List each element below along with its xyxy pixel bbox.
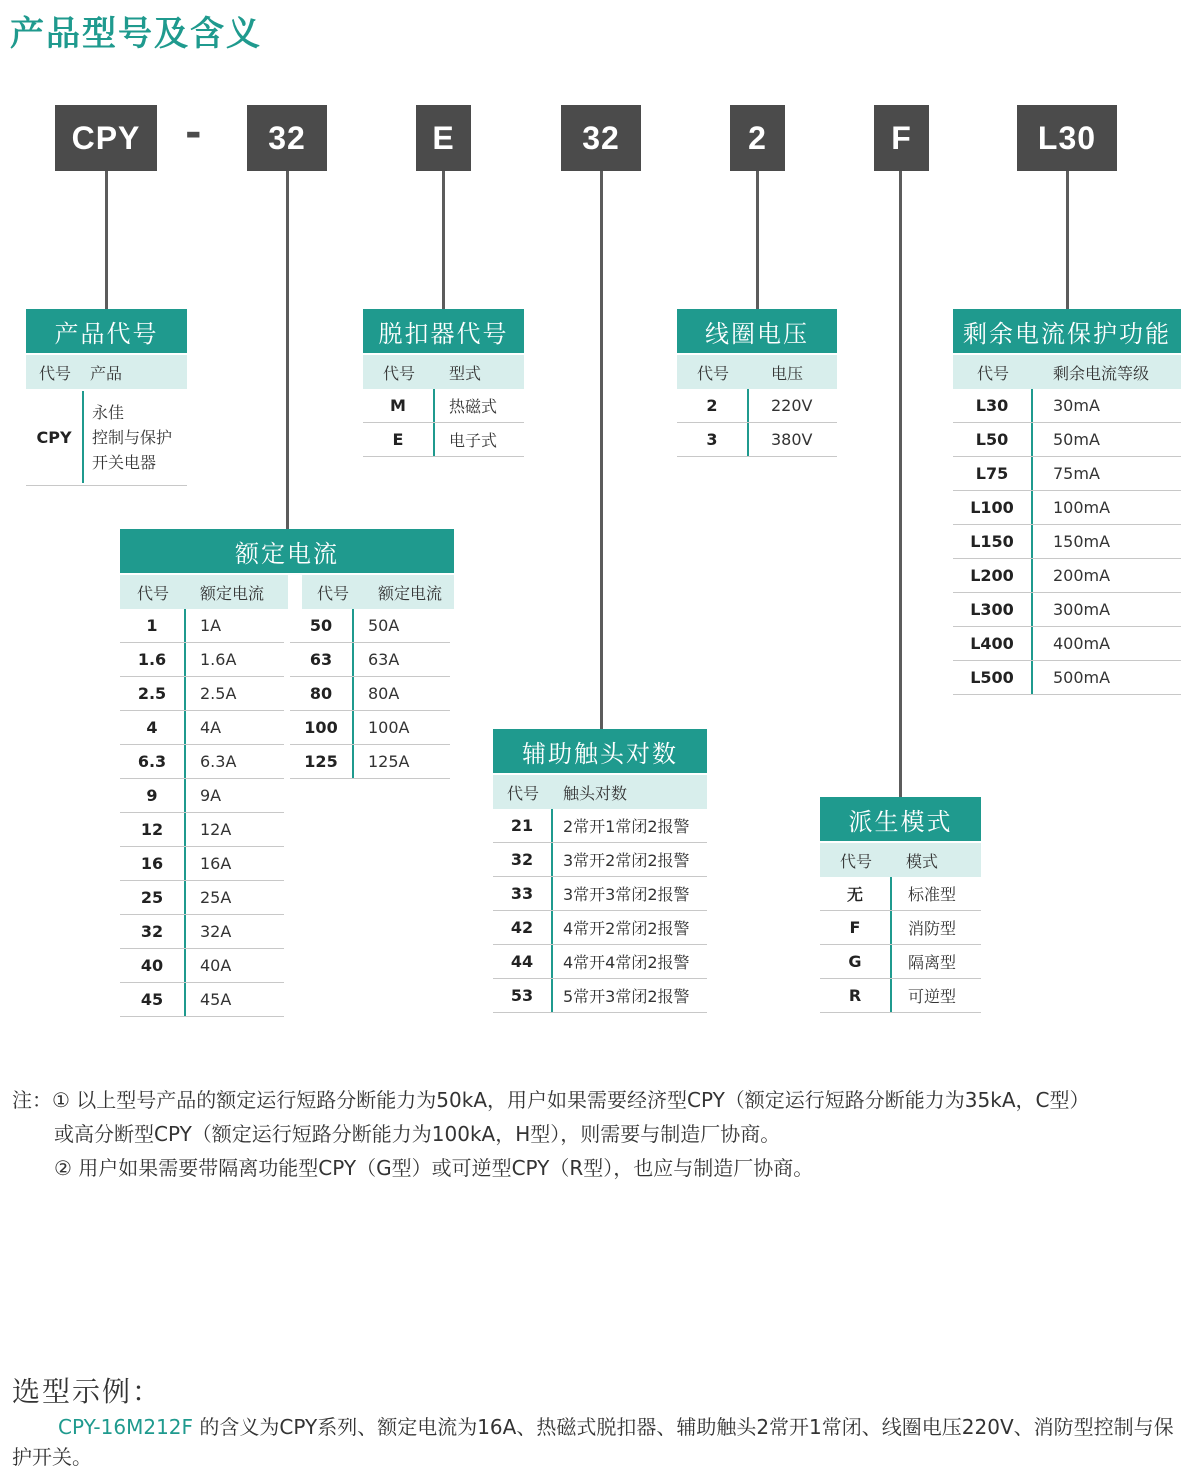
table-header (26, 355, 187, 389)
cell-value: 1A (200, 616, 222, 635)
cell-code: R (820, 979, 892, 1012)
code-box-product: CPY (55, 105, 157, 171)
cell-value: 9A (200, 786, 222, 805)
table-row (953, 525, 1181, 559)
cell-value: 1.6A (200, 650, 237, 669)
cell-code: L50 (953, 423, 1033, 456)
table-header (493, 775, 707, 809)
header-cell: 型式 (449, 363, 482, 383)
table-header (953, 355, 1181, 389)
cell-code: 42 (493, 911, 553, 944)
table-row (820, 877, 981, 911)
connector-voltage (756, 171, 759, 309)
table-title: 产品代号 (26, 309, 187, 353)
cell-value: 32A (200, 922, 232, 941)
cell-code: 12 (120, 813, 186, 846)
coil-voltage-table (677, 309, 837, 457)
cell-code: 6.3 (120, 745, 186, 778)
code-dash: - (185, 110, 202, 156)
cell-code: M (363, 389, 435, 422)
table-row (953, 593, 1181, 627)
cell-code: L400 (953, 627, 1033, 660)
table-title: 辅助触头对数 (493, 729, 707, 773)
table-title: 额定电流 (120, 529, 454, 573)
cell-value: 隔离型 (908, 953, 957, 972)
connector-current (286, 171, 289, 529)
cell-value: 4常开4常闭2报警 (563, 953, 690, 972)
cell-value: 45A (200, 990, 232, 1009)
cell-value: 2常开1常闭2报警 (563, 817, 690, 836)
cell-value: 4A (200, 718, 222, 737)
table-row (120, 779, 284, 813)
table-row (493, 843, 707, 877)
table-row (290, 745, 450, 779)
cell-code: 50 (290, 609, 354, 642)
cell-value: 4常开2常闭2报警 (563, 919, 690, 938)
cell-desc (84, 400, 172, 475)
cell-code: 40 (120, 949, 186, 982)
table-title: 派生模式 (820, 797, 981, 841)
table-row (953, 627, 1181, 661)
code-box-release: E (416, 105, 471, 171)
code-box-residual: L30 (1017, 105, 1117, 171)
rated-current-body (120, 609, 454, 1017)
cell-value: 30mA (1053, 396, 1100, 415)
example-code: CPY-16M212F (58, 1415, 194, 1439)
table-row (953, 559, 1181, 593)
cell-value: 400mA (1053, 634, 1111, 653)
cell-value: 63A (368, 650, 400, 669)
table-row (290, 711, 450, 745)
cell-code: F (820, 911, 892, 944)
header-cell: 代号 (696, 363, 729, 383)
header-cell: 触头对数 (563, 783, 628, 803)
table-row (120, 949, 284, 983)
cell-code: 63 (290, 643, 354, 676)
example-title: 选型示例： (12, 1375, 163, 1408)
table-row (363, 389, 524, 423)
cell-value: 80A (368, 684, 400, 703)
derived-mode-table (820, 797, 981, 1013)
cell-value: 125A (368, 752, 410, 771)
example-description: 的含义为CPY系列、额定电流为16A、热磁式脱扣器、辅助触头2常开1常闭、线圈电压220V、消防型控制与保护开关。 (12, 1415, 1174, 1469)
cell-code: 1 (120, 609, 186, 642)
header-cell: 剩余电流等级 (1053, 363, 1150, 383)
cell-code: G (820, 945, 892, 978)
rated-current-table (120, 529, 454, 1017)
table-row (120, 609, 284, 643)
cell-code: 9 (120, 779, 186, 812)
table-row (820, 979, 981, 1013)
table-title: 脱扣器代号 (363, 309, 524, 353)
header-cell: 代号 (316, 583, 349, 603)
header-cell: 电压 (771, 363, 804, 383)
residual-rows (953, 389, 1181, 695)
header-cell: 代号 (382, 363, 415, 383)
cell-code: 无 (820, 877, 892, 910)
cell-code: 21 (493, 809, 553, 842)
cell-code: 100 (290, 711, 354, 744)
cell-value: 75mA (1053, 464, 1100, 483)
cell-value: 3常开2常闭2报警 (563, 851, 690, 870)
cell-value: 6.3A (200, 752, 237, 771)
table-header (363, 355, 524, 389)
header-cell: 额定电流 (200, 583, 265, 603)
cell-code: E (363, 423, 435, 456)
cell-value: 热磁式 (449, 397, 498, 416)
table-row (493, 809, 707, 843)
code-box-derived: F (874, 105, 929, 171)
table-row (953, 491, 1181, 525)
note-line-3: ② 用户如果需要带隔离功能型CPY（G型）或可逆型CPY（R型），也应与制造厂协商。 (54, 1156, 814, 1180)
note-line-2: 或高分断型CPY（额定运行短路分断能力为100kA，H型），则需要与制造厂协商。 (54, 1122, 781, 1146)
table-row (820, 911, 981, 945)
cell-code: 32 (493, 843, 553, 876)
table-row (493, 979, 707, 1013)
table-title: 线圈电压 (677, 309, 837, 353)
header-cell: 代号 (38, 363, 71, 383)
header-cell: 产品 (90, 363, 123, 383)
table-row (290, 609, 450, 643)
connector-derived (899, 171, 902, 797)
connector-residual (1066, 171, 1069, 309)
table-row (120, 813, 284, 847)
residual-current-table (953, 309, 1181, 695)
table-header (120, 575, 454, 609)
cell-value: 消防型 (908, 919, 957, 938)
cell-code: 53 (493, 979, 553, 1012)
table-row (120, 847, 284, 881)
table-row (493, 911, 707, 945)
table-row (953, 661, 1181, 695)
cell-value: 50mA (1053, 430, 1100, 449)
cell-code: 1.6 (120, 643, 186, 676)
table-row (26, 389, 187, 486)
cell-code: 2.5 (120, 677, 186, 710)
cell-code: 80 (290, 677, 354, 710)
table-row (493, 945, 707, 979)
table-row (120, 881, 284, 915)
cell-value: 50A (368, 616, 400, 635)
table-row (290, 643, 450, 677)
page-title: 产品型号及含义 (10, 14, 262, 54)
rated-current-left (120, 609, 284, 1017)
table-header (820, 843, 981, 877)
table-row (120, 643, 284, 677)
table-row (953, 457, 1181, 491)
cell-code: L100 (953, 491, 1033, 524)
cell-value: 380V (771, 430, 813, 449)
cell-code: L200 (953, 559, 1033, 592)
cell-value: 200mA (1053, 566, 1111, 585)
cell-code: 33 (493, 877, 553, 910)
connector-aux (600, 171, 603, 730)
cell-code: L300 (953, 593, 1033, 626)
cell-code: 45 (120, 983, 186, 1016)
table-header (677, 355, 837, 389)
table-row (493, 877, 707, 911)
cell-value: 300mA (1053, 600, 1111, 619)
connector-release (442, 171, 445, 309)
table-row (120, 983, 284, 1017)
table-title: 剩余电流保护功能 (953, 309, 1181, 353)
cell-value: 150mA (1053, 532, 1111, 551)
rated-current-right (290, 609, 450, 1017)
cell-code: 4 (120, 711, 186, 744)
table-row (677, 389, 837, 423)
cell-value: 可逆型 (908, 987, 957, 1006)
cell-code: L150 (953, 525, 1033, 558)
cell-code: 16 (120, 847, 186, 880)
header-cell: 代号 (839, 851, 872, 871)
cell-value: 2.5A (200, 684, 237, 703)
desc-line: 控制与保护 (92, 427, 173, 447)
aux-contacts-table (493, 729, 707, 1013)
table-row (820, 945, 981, 979)
cell-value: 12A (200, 820, 232, 839)
cell-value: 40A (200, 956, 232, 975)
cell-value: 3常开3常闭2报警 (563, 885, 690, 904)
cell-value: 500mA (1053, 668, 1111, 687)
example-text (12, 1412, 1187, 1472)
table-row (953, 423, 1181, 457)
connector-product (105, 171, 108, 309)
cell-code: 2 (677, 389, 749, 422)
aux-rows (493, 809, 707, 1013)
code-box-current: 32 (247, 105, 327, 171)
header-cell: 代号 (976, 363, 1009, 383)
cell-value: 标准型 (908, 885, 957, 904)
derived-rows (820, 877, 981, 1013)
cell-code: 3 (677, 423, 749, 456)
cell-value: 220V (771, 396, 813, 415)
cell-code: L75 (953, 457, 1033, 490)
header-cell: 额定电流 (378, 583, 443, 603)
cell-value: 16A (200, 854, 232, 873)
table-row (677, 423, 837, 457)
cell-code: CPY (26, 391, 84, 483)
table-row (120, 915, 284, 949)
cell-value: 100A (368, 718, 410, 737)
note-line-1: 注：① 以上型号产品的额定运行短路分断能力为50kA，用户如果需要经济型CPY（额定运行短路分断能力为35kA，C型） (12, 1088, 1090, 1112)
code-box-aux: 32 (561, 105, 641, 171)
header-cell: 模式 (906, 851, 939, 871)
table-row (120, 745, 284, 779)
table-row (953, 389, 1181, 423)
cell-value: 电子式 (449, 431, 498, 450)
cell-code: 125 (290, 745, 354, 778)
table-row (363, 423, 524, 457)
desc-line: 永佳 (92, 402, 125, 422)
table-row (120, 711, 284, 745)
desc-line: 开关电器 (92, 452, 157, 472)
code-box-voltage: 2 (730, 105, 785, 171)
cell-code: 44 (493, 945, 553, 978)
cell-code: 25 (120, 881, 186, 914)
header-cell: 代号 (506, 783, 539, 803)
cell-value: 100mA (1053, 498, 1111, 517)
cell-code: L30 (953, 389, 1033, 422)
cell-code: 32 (120, 915, 186, 948)
notes (12, 1083, 1089, 1185)
release-code-table (363, 309, 524, 457)
product-code-table (26, 309, 187, 486)
table-row (120, 677, 284, 711)
cell-value: 5常开3常闭2报警 (563, 987, 690, 1006)
cell-code: L500 (953, 661, 1033, 694)
table-row (290, 677, 450, 711)
header-cell: 代号 (136, 583, 169, 603)
cell-value: 25A (200, 888, 232, 907)
